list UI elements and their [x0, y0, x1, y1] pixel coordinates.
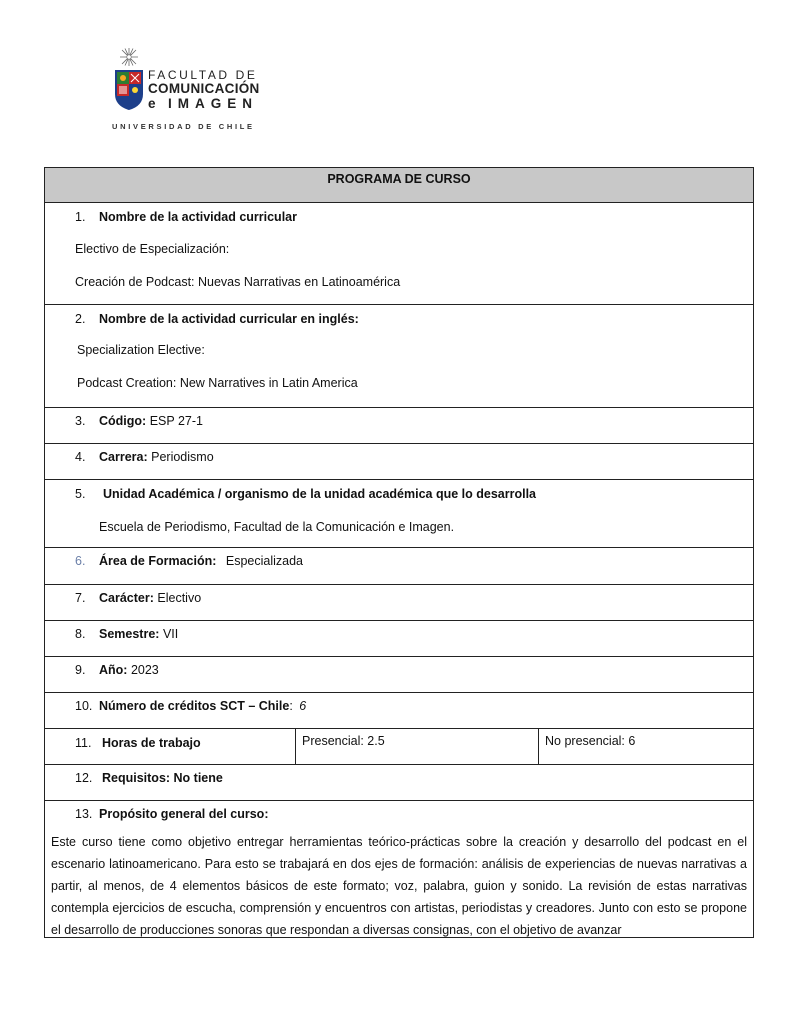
- semester-value: VII: [162, 627, 179, 641]
- section-character: [45, 584, 753, 620]
- section-label: Área de Formación:: [99, 554, 217, 568]
- section-number: 5.: [75, 487, 86, 501]
- section-number: 7.: [75, 591, 86, 605]
- section-label: Nombre de la actividad curricular: [99, 210, 297, 224]
- table-title: PROGRAMA DE CURSO: [327, 172, 471, 186]
- logo-line-e: e: [148, 96, 156, 111]
- section-year: [45, 656, 753, 692]
- activity-name-line1: Electivo de Especialización:: [75, 242, 230, 256]
- no-presencial-hours: No presencial: 6: [545, 734, 636, 748]
- course-purpose-text: Este curso tiene como objetivo entregar herramientas teórico-prácticas sobre la creación y desarrollo del podcast en el escenario latinoamericano. Para esto se trabajará en dos ejes de formación: análisis de experiencias de nuevas narrativas a partir, al menos, de 4 elementos básicos de este formato; voz, palabra, guion y sonido. La revisión de estas narrativas contempla ejercicios de escucha, comprensión y encuentros con artistas, periodistas y creadores. Junto con esto se propone el desarrollo de producciones sonoras que respondan a diversas consignas, con el objetivo de avanzar: [51, 835, 747, 937]
- section-academic-unit: [45, 479, 753, 547]
- section-label: Código:: [99, 414, 147, 428]
- section-course-purpose: [45, 800, 753, 937]
- logo-line-universidad: UNIVERSIDAD DE CHILE: [112, 122, 255, 131]
- section-requirements: [45, 764, 753, 800]
- logo-line-imagen: IMAGEN: [168, 96, 258, 111]
- character-value: Electivo: [157, 591, 202, 605]
- faculty-logo: [108, 46, 278, 132]
- section-number: 12.: [75, 771, 93, 785]
- section-number: 3.: [75, 414, 86, 428]
- cell-presencial: [295, 729, 385, 764]
- section-label: Carácter:: [99, 591, 154, 605]
- activity-name-english-line2: Podcast Creation: New Narratives in Latin America: [77, 376, 358, 390]
- section-label: Carrera:: [99, 450, 148, 464]
- section-label: Propósito general del curso:: [99, 807, 269, 821]
- section-code: [45, 407, 753, 443]
- section-work-hours: [45, 728, 753, 764]
- section-label: Nombre de la actividad curricular en inglés:: [99, 312, 359, 326]
- activity-name-english-line1: Specialization Elective:: [77, 343, 205, 357]
- section-number: 13.: [75, 807, 93, 821]
- section-label: Requisitos: No tiene: [102, 771, 223, 785]
- cell-no-presencial: [538, 729, 636, 764]
- section-number: 2.: [75, 312, 86, 326]
- table-header: [45, 168, 753, 202]
- section-label: Número de créditos SCT – Chile: [99, 699, 290, 713]
- presencial-hours: Presencial: 2.5: [302, 734, 385, 748]
- academic-unit-value: Escuela de Periodismo, Facultad de la Comunicación e Imagen.: [99, 520, 455, 534]
- section-number: 6.: [75, 554, 86, 568]
- section-number: 4.: [75, 450, 86, 464]
- section-training-area: [45, 547, 753, 584]
- section-label: Horas de trabajo: [102, 736, 201, 750]
- section-activity-name-english: [45, 304, 753, 407]
- section-label: Semestre:: [99, 627, 160, 641]
- section-number: 10.: [75, 699, 93, 713]
- section-label: Año:: [99, 663, 128, 677]
- section-number: 9.: [75, 663, 86, 677]
- university-crest-icon: [112, 46, 146, 112]
- section-credits: [45, 692, 753, 728]
- logo-line-facultad: FACULTAD DE: [148, 68, 258, 82]
- section-number: 1.: [75, 210, 86, 224]
- code-value: ESP 27-1: [149, 414, 203, 428]
- section-career: [45, 443, 753, 479]
- year-value: 2023: [130, 663, 159, 677]
- credits-separator: :: [289, 699, 293, 713]
- section-activity-name: [45, 202, 753, 304]
- course-program-table: [44, 167, 754, 938]
- section-semester: [45, 620, 753, 656]
- section-number: 11.: [75, 736, 92, 750]
- career-value: Periodismo: [151, 450, 214, 464]
- credits-value: 6: [299, 699, 307, 713]
- training-area-value: Especializada: [225, 554, 304, 568]
- section-number: 8.: [75, 627, 86, 641]
- logo-line-comunicacion: COMUNICACIÓN: [148, 81, 260, 96]
- section-label: Unidad Académica / organismo de la unidad académica que lo desarrolla: [103, 487, 537, 501]
- activity-name-line2: Creación de Podcast: Nuevas Narrativas en Latinoamérica: [75, 275, 401, 289]
